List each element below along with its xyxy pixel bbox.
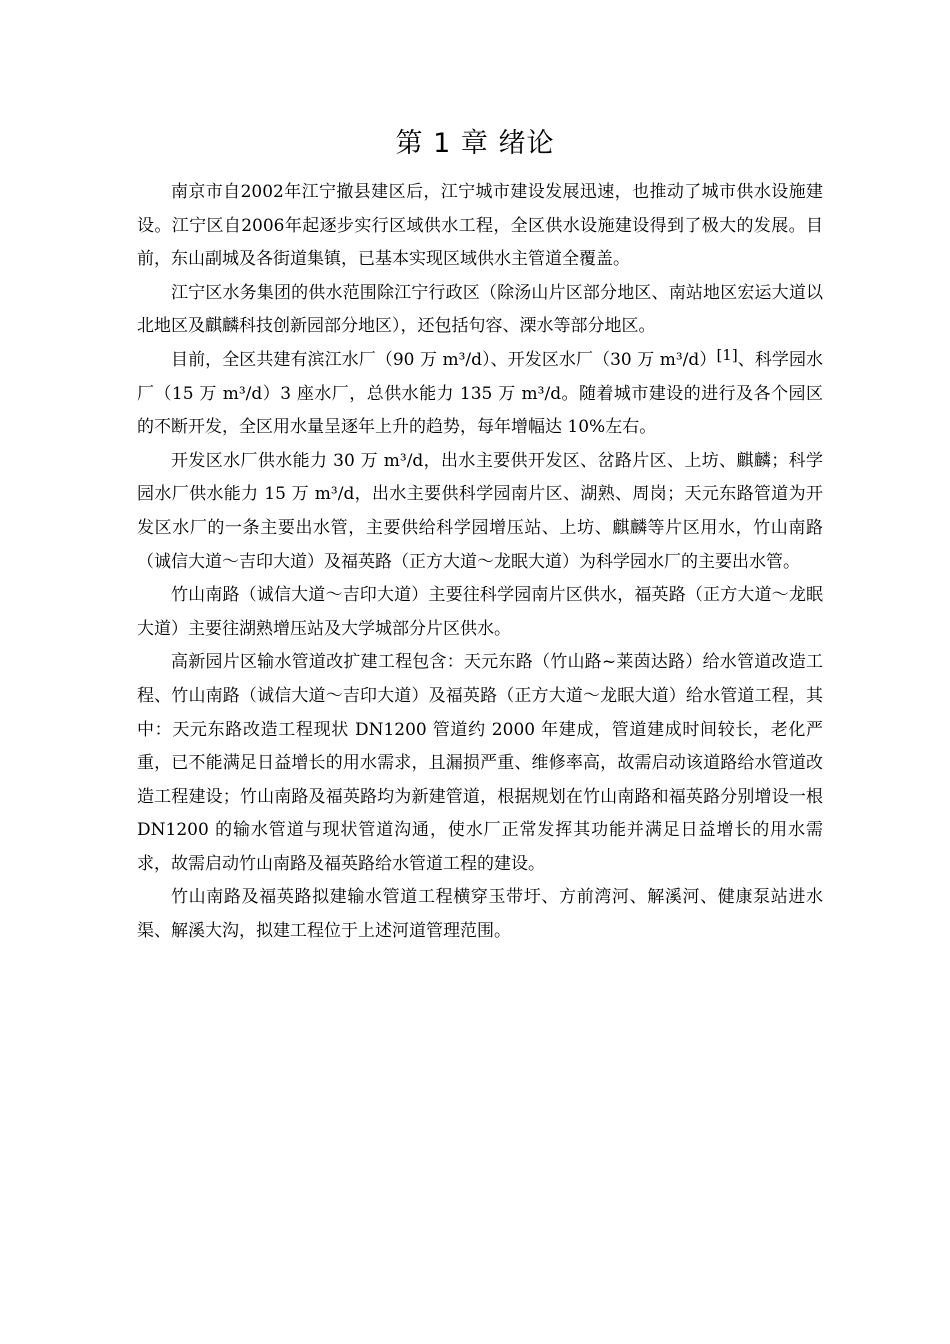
paragraph-3-text-before-citation: 目前，全区共建有滨江水厂（90 万 m³/d）、开发区水厂（30 万 m³/d）: [171, 349, 717, 370]
citation-reference[interactable]: [1]: [716, 345, 738, 364]
chapter-title: 第 1 章 绪论: [395, 128, 555, 159]
paragraph-5: 竹山南路（诚信大道～吉印大道）主要往科学园南片区供水，福英路（正方大道～龙眠大道）主要往湖熟增压站及大学城部分片区供水。: [137, 585, 823, 639]
body-text: [137, 176, 823, 949]
paragraph-6: 高新园片区输水管道改扩建工程包含：天元东路（竹山路~莱茵达路）给水管道改造工程、竹山南路（诚信大道～吉印大道）及福英路（正方大道～龙眠大道）给水管道工程，其中：天元东路改造工程现状 DN1200 管道约 2000 年建成，管道建成时间较长，老化严重，已不能满足日益增长的用水需求，且漏损严重、维修率高，故需启动该道路给水管道改造工程建设；竹山南路及福英路均为新建管道，根据规划在竹山南路和福英路分别增设一根 DN1200 的输水管道与现状管道沟通，使水厂正常发挥其功能并满足日益增长的用水需求，故需启动竹山南路及福英路给水管道工程的建设。: [137, 652, 823, 874]
paragraph-3: [137, 344, 823, 445]
paragraph-2: 江宁区水务集团的供水范围除江宁行政区（除汤山片区部分地区、南站地区宏运大道以北地区及麒麟科技创新园部分地区），还包括句容、溧水等部分地区。: [137, 282, 823, 337]
paragraph-7: 竹山南路及福英路拟建输水管道工程横穿玉带圩、方前湾河、解溪河、健康泵站进水渠、解溪大沟，拟建工程位于上述河道管理范围。: [137, 887, 823, 942]
paragraph-1: 南京市自2002年江宁撤县建区后，江宁城市建设发展迅速，也推动了城市供水设施建设。江宁区自2006年起逐步实行区域供水工程，全区供水设施建设得到了极大的发展。目前，东山副城及各街道集镇，已基本实现区域供水主管道全覆盖。: [137, 182, 823, 270]
paragraph-4: 开发区水厂供水能力 30 万 m³/d，出水主要供开发区、岔路片区、上坊、麒麟；科学园水厂供水能力 15 万 m³/d，出水主要供科学园南片区、湖熟、周岗；天元东路管道为开发区水厂的一条主要出水管，主要供给科学园增压站、上坊、麒麟等片区用水，竹山南路（诚信大道～吉印大道）及福英路（正方大道～龙眠大道）为科学园水厂的主要出水管。: [137, 450, 823, 572]
paragraph-3-text-after-citation: 、科学园水厂（15 万 m³/d）3 座水厂，总供水能力 135 万 m³/d。随着城市建设的进行及各个园区的不断开发，全区用水量呈逐年上升的趋势，每年增幅达 10%左右。: [137, 349, 824, 438]
